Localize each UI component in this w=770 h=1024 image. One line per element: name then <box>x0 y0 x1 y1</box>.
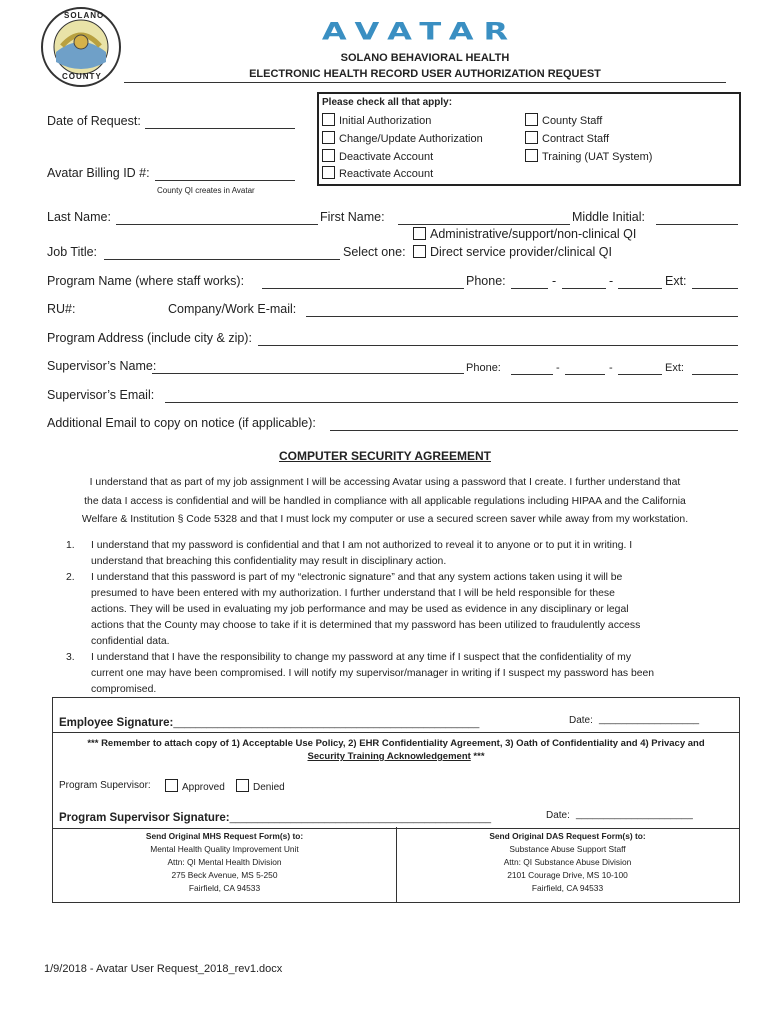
admin-option[interactable]: Administrative/support/non-clinical QI <box>413 227 636 241</box>
option-reactivate[interactable]: Reactivate Account <box>322 166 433 180</box>
divider <box>53 732 739 733</box>
supervisor-ext-label: Ext: <box>665 362 684 374</box>
item-line: actions that the County may choose to take if it is determined that my password has been utilized to fraudulently access <box>91 620 641 631</box>
item-line: current one may have been compromised. I will notify my supervisor/manager in writing if I suspect my password has been <box>91 668 655 679</box>
seal-text-bottom: COUNTY <box>62 72 102 81</box>
send-right-line: 2101 Courage Drive, MS 10-100 <box>507 870 628 880</box>
checkbox[interactable] <box>322 113 335 126</box>
first-name-field[interactable] <box>398 224 570 225</box>
billing-note: County QI creates in Avatar <box>157 186 255 195</box>
checkbox[interactable] <box>525 131 538 144</box>
employee-signature-field[interactable]: _______________________________________________________ <box>173 718 480 729</box>
item-line: actions. They will be used in evaluating my job performance and may be used as evidence in any disciplinary or legal <box>91 604 629 615</box>
send-left-heading: Send Original MHS Request Form(s) to: <box>145 831 304 841</box>
send-right-line: Substance Abuse Support Staff <box>509 844 626 854</box>
org-name: SOLANO BEHAVIORAL HEALTH <box>340 52 510 64</box>
checkbox[interactable] <box>165 779 178 792</box>
phone-line-field[interactable] <box>618 288 662 289</box>
program-supervisor-label: Program Supervisor: <box>59 780 151 791</box>
supervisor-signature-label: Program Supervisor Signature: <box>59 812 230 824</box>
send-to-box <box>52 827 740 903</box>
seal-text-top: SOLANO <box>64 11 105 20</box>
send-right-heading: Send Original DAS Request Form(s) to: <box>489 831 646 841</box>
option-county-staff[interactable]: County Staff <box>525 113 602 127</box>
supervisor-email-field[interactable] <box>165 402 738 403</box>
check-all-box <box>317 92 741 186</box>
supervisor-date-field[interactable]: _____________________ <box>576 809 693 820</box>
last-name-field[interactable] <box>116 224 318 225</box>
company-email-field[interactable] <box>306 316 738 317</box>
avatar-logo: AVATAR <box>321 16 519 46</box>
supervisor-name-field[interactable] <box>152 373 464 374</box>
supervisor-phone-area[interactable] <box>511 374 553 375</box>
middle-initial-field[interactable] <box>656 224 738 225</box>
supervisor-name-label: Supervisor’s Name: <box>47 359 157 373</box>
reminder-line-2 <box>53 751 739 762</box>
program-address-label: Program Address (include city & zip): <box>47 331 252 345</box>
program-address-field[interactable] <box>258 345 738 346</box>
intro-line: I understand that as part of my job assignment I will be accessing Avatar using a password that I create. I further understand that <box>89 477 681 488</box>
agreement-heading: COMPUTER SECURITY AGREEMENT <box>278 449 491 463</box>
intro-line: the data I access is confidential and will be handled in compliance with all applicable regulations including HIPAA and the California <box>84 495 686 507</box>
employee-signature-label: Employee Signature: <box>59 717 174 729</box>
supervisor-email-label: Supervisor’s Email: <box>47 388 155 402</box>
program-name-label: Program Name (where staff works): <box>47 274 245 288</box>
direct-option[interactable]: Direct service provider/clinical QI <box>413 245 612 259</box>
date-of-request-field[interactable] <box>145 128 295 129</box>
phone-area-field[interactable] <box>511 288 548 289</box>
checkbox[interactable] <box>322 149 335 162</box>
option-initial[interactable]: Initial Authorization <box>322 113 431 127</box>
signature-box <box>52 697 740 829</box>
additional-email-label: Additional Email to copy on notice (if applicable): <box>47 416 316 430</box>
supervisor-ext-field[interactable] <box>692 374 738 375</box>
checkbox[interactable] <box>525 149 538 162</box>
company-email-label: Company/Work E-mail: <box>168 302 297 316</box>
intro-line: Welfare & Institution § Code 5328 and that I must lock my computer or use a secured screen saver while away from my workstation. <box>81 514 689 525</box>
phone-dash: - <box>552 274 557 288</box>
ext-label: Ext: <box>665 274 687 288</box>
employee-date-label: Date: <box>569 715 593 726</box>
phone-label: Phone: <box>466 274 506 288</box>
item-number: 3. <box>66 652 75 663</box>
supervisor-phone-prefix[interactable] <box>565 374 605 375</box>
supervisor-signature-row <box>59 808 579 826</box>
job-title-label: Job Title: <box>47 245 98 259</box>
supervisor-signature-field[interactable]: _______________________________________________ <box>229 813 492 824</box>
option-contract-staff[interactable]: Contract Staff <box>525 131 609 145</box>
option-change[interactable]: Change/Update Authorization <box>322 131 483 145</box>
agreement-list <box>66 538 736 698</box>
select-one-label: Select one: <box>343 245 406 259</box>
last-name-label: Last Name: <box>47 210 111 224</box>
checkbox[interactable] <box>413 245 426 258</box>
item-number: 2. <box>66 572 75 583</box>
first-name-label: First Name: <box>320 210 385 224</box>
send-left-line: Attn: QI Mental Health Division <box>167 857 282 867</box>
supervisor-date-label: Date: <box>546 810 570 821</box>
middle-initial-label: Middle Initial: <box>572 210 645 224</box>
send-left <box>53 830 396 895</box>
reminder-ack: Security Training Acknowledgement <box>307 751 471 762</box>
billing-id-field[interactable] <box>155 180 295 181</box>
send-left-line: Mental Health Quality Improvement Unit <box>150 844 299 854</box>
phone-dash: - <box>556 362 560 374</box>
footer-filename: 1/9/2018 - Avatar User Request_2018_rev1.docx <box>44 963 283 975</box>
item-line: presumed to have been entered with my authorization. I further understand that I will be held responsible for these <box>91 588 615 599</box>
approved-option[interactable]: Approved <box>165 779 225 793</box>
send-right-line: Attn: QI Substance Abuse Division <box>503 857 632 867</box>
checkbox[interactable] <box>236 779 249 792</box>
supervisor-phone-line[interactable] <box>618 374 662 375</box>
job-title-field[interactable] <box>104 259 340 260</box>
reminder-stars: *** <box>470 751 485 762</box>
ext-field[interactable] <box>692 288 738 289</box>
ru-label: RU#: <box>47 302 76 316</box>
phone-dash: - <box>609 362 613 374</box>
send-right-line: Fairfield, CA 94533 <box>531 883 604 893</box>
checkbox[interactable] <box>322 131 335 144</box>
reminder-line-1: *** Remember to attach copy of 1) Acceptable Use Policy, 2) EHR Confidentiality Agreement, 3) Oath of Confidentiality and 4) Privacy and <box>87 738 705 749</box>
item-line: understand that breaching this confidentiality may result in disciplinary action. <box>91 556 447 567</box>
program-name-field[interactable] <box>262 288 464 289</box>
agreement-intro <box>30 474 740 530</box>
list-item <box>66 570 736 650</box>
item-line: I understand that this password is part of my “electronic signature” and that any system actions taken using it will be <box>91 572 623 583</box>
option-training[interactable]: Training (UAT System) <box>525 149 652 163</box>
item-number: 1. <box>66 540 75 551</box>
item-line: I understand that my password is confidential and that I am not authorized to reveal it to anyone or to put it in writing. I <box>91 540 633 551</box>
item-line: I understand that I have the responsibility to change my password at any time if I suspect that the confidentiality of my <box>91 652 632 663</box>
additional-email-field[interactable] <box>330 430 738 431</box>
phone-prefix-field[interactable] <box>562 288 606 289</box>
item-line: confidential data. <box>91 636 170 647</box>
date-of-request-label: Date of Request: <box>47 114 141 128</box>
county-seal <box>40 6 122 88</box>
send-right <box>396 830 739 895</box>
billing-id-label: Avatar Billing ID #: <box>47 166 150 180</box>
list-item <box>66 538 736 570</box>
list-item <box>66 650 736 698</box>
denied-option[interactable]: Denied <box>236 779 285 793</box>
form-title: ELECTRONIC HEALTH RECORD USER AUTHORIZATION REQUEST <box>249 68 601 80</box>
send-left-line: Fairfield, CA 94533 <box>188 883 261 893</box>
check-all-heading: Please check all that apply: <box>322 97 453 108</box>
send-left-line: 275 Beck Avenue, MS 5-250 <box>171 870 278 880</box>
checkbox[interactable] <box>322 166 335 179</box>
phone-dash: - <box>609 274 614 288</box>
option-deactivate[interactable]: Deactivate Account <box>322 149 433 163</box>
employee-date-field[interactable]: __________________ <box>599 714 700 725</box>
supervisor-phone-label: Phone: <box>466 362 501 374</box>
checkbox[interactable] <box>525 113 538 126</box>
title-underline <box>124 82 726 83</box>
item-line: compromised. <box>91 684 157 695</box>
checkbox[interactable] <box>413 227 426 240</box>
